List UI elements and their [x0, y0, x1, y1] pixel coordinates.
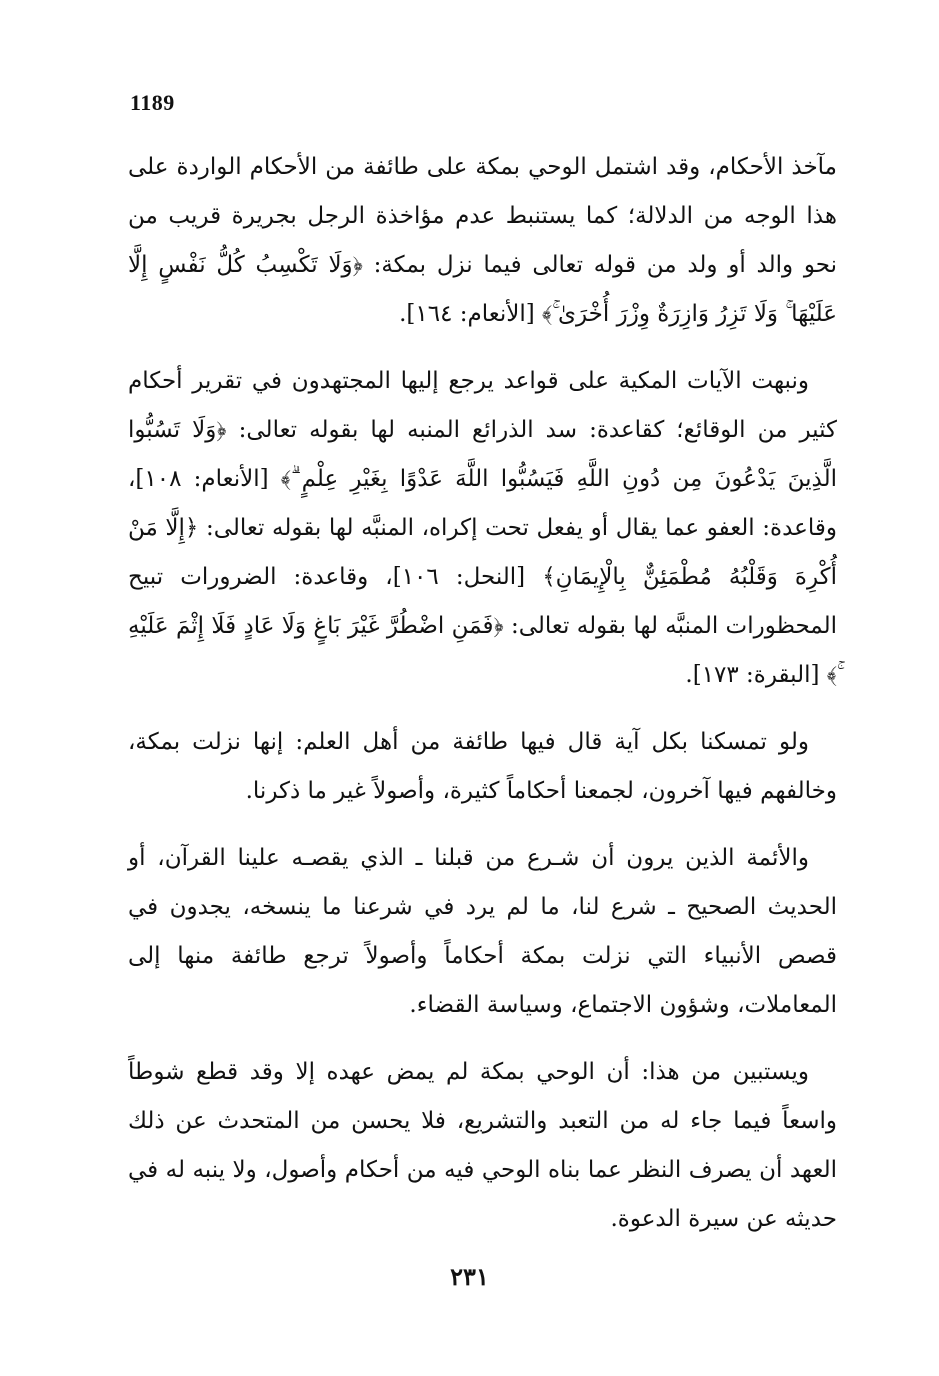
paragraph-2: ونبهت الآيات المكية على قواعد يرجع إليها المجتهدون في تقرير أحكام كثير من الوقائع؛ كقاعدة: سد الذرائع المنبه لها بقوله تعالى: ﴿وَلَا تَسُبُّوا الَّذِينَ يَدْعُونَ مِن دُونِ اللَّهِ فَيَسُبُّوا اللَّهَ عَدْوًا بِغَيْرِ عِلْمٍ ۗ﴾ [الأنعام: ١٠٨]، وقاعدة: العفو عما يقال أو يفعل تحت إكراه، المنبَّه لها بقوله تعالى: ﴿إِلَّا مَنْ أُكْرِهَ وَقَلْبُهُ مُطْمَئِنٌّ بِالْإِيمَانِ﴾ [النحل: ١٠٦]، وقاعدة: الضرورات تبيح المحظورات المنبَّه لها بقوله تعالى: ﴿فَمَنِ اضْطُرَّ غَيْرَ بَاغٍ وَلَا عَادٍ فَلَا إِثْمَ عَلَيْهِ ۚ﴾ [البقرة: ١٧٣]. — [128, 368, 837, 688]
page-number: ٢٣١ — [450, 1262, 489, 1291]
paragraph-5: ويستبين من هذا: أن الوحي بمكة لم يمض عهده إلا وقد قطع شوطاً واسعاً فيما جاء له من التعبد والتشريع، فلا يحسن من المتحدث عن ذلك العهد أن يصرف النظر عما بناه الوحي فيه من أحكام وأصول، ولا ينبه له في حديثه عن سيرة الدعوة. — [128, 1059, 837, 1232]
page-body — [128, 143, 837, 1262]
paragraph-4: والأئمة الذين يرون أن شـرع من قبلنا ـ الذي يقصـه علينا القرآن، أو الحديث الصحيح ـ شرع لنا، ما لم يرد في شرعنا ما ينسخه، يجدون في قصص الأنبياء التي نزلت بمكة أحكاماً وأصولاً ترجع طائفة منها إلى المعاملات، وشؤون الاجتماع، وسياسة القضاء. — [128, 845, 837, 1018]
top-page-number: 1189 — [130, 90, 175, 115]
paragraph-1: مآخذ الأحكام، وقد اشتمل الوحي بمكة على طائفة من الأحكام الواردة على هذا الوجه من الدلالة؛ كما يستنبط عدم مؤاخذة الرجل بجريرة قريب من نحو والد أو ولد من قوله تعالى فيما نزل بمكة: ﴿وَلَا تَكْسِبُ كُلُّ نَفْسٍ إِلَّا عَلَيْهَا ۚ وَلَا تَزِرُ وَازِرَةٌ وِزْرَ أُخْرَىٰ ۚ﴾ [الأنعام: ١٦٤]. — [128, 154, 837, 327]
paragraph-3: ولو تمسكنا بكل آية قال فيها طائفة من أهل العلم: إنها نزلت بمكة، وخالفهم فيها آخرون، لجمعنا أحكاماً كثيرة، وأصولاً غير ما ذكرنا. — [128, 729, 837, 804]
